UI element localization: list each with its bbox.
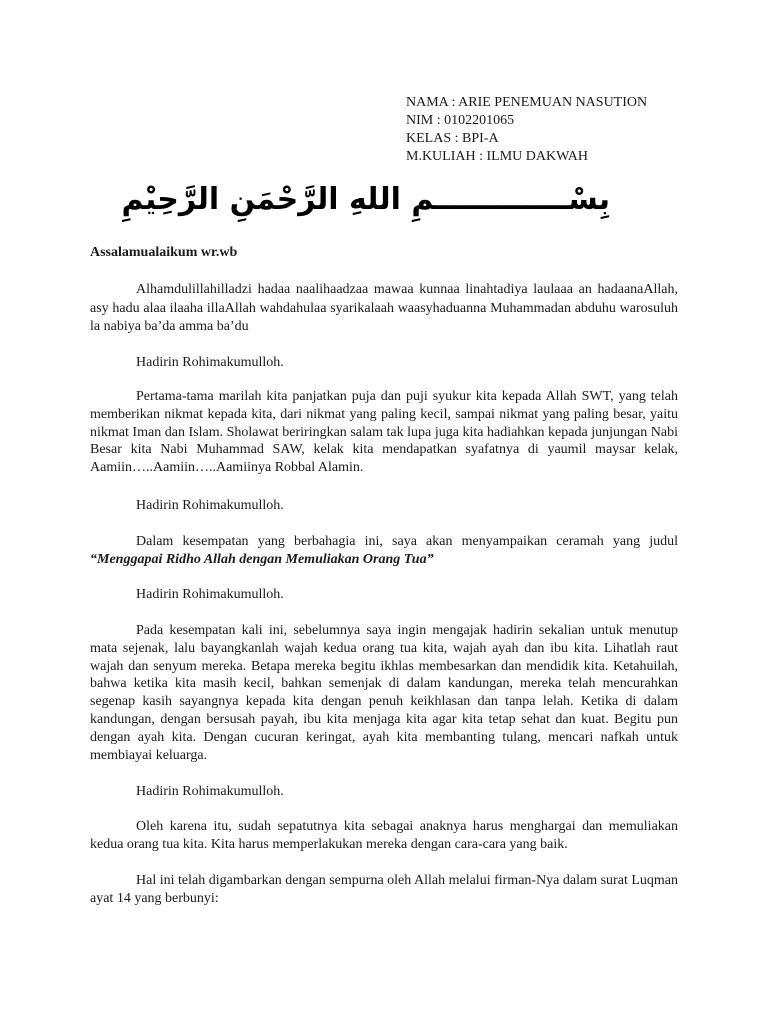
student-class: KELAS : BPI-A bbox=[406, 131, 499, 146]
hadirin-line-3: Hadirin Rohimakumulloh. bbox=[136, 587, 284, 602]
open-quote: “ bbox=[90, 551, 97, 567]
paragraph-title-prefix: Dalam kesempatan yang berbahagia ini, saya akan menyampaikan ceramah yang judul bbox=[136, 534, 678, 549]
opening-paragraph: Alhamdulillahilladzi hadaa naalihaadzaa mawaa kunnaa linahtadiya laulaaa an hadaanaAllah, asy hadu alaa ilaaha illaAllah wahdahulaa syarikalaah waasyhaduanna Muhammadan abduhu warosuluh la nabiya ba’da amma ba’du bbox=[90, 282, 678, 334]
hadirin-line-4: Hadirin Rohimakumulloh. bbox=[136, 784, 284, 799]
close-quote: ” bbox=[426, 551, 434, 567]
speech-title: Menggapai Ridho Allah dengan Memuliakan Orang Tua bbox=[97, 551, 427, 567]
student-nim: NIM : 0102201065 bbox=[406, 113, 515, 128]
paragraph-parents: Pada kesempatan kali ini, sebelumnya saya ingin mengajak hadirin sekalian untuk menutup mata sejenak, lalu bayangkanlah wajah kedua orang tua kita, wajah ayah dan ibu kita. Lihatlah raut wajah dan senyum mereka. Betapa mereka begitu ikhlas membesarkan dan mendidik kita. Ketahuilah, bahwa ketika kita masih kecil, bahkan semenjak di dalam kandungan, mereka telah mencurahkan segenap kasih sayangnya kepada kita dengan penuh keikhlasan dan tanpa lelah. Ketika di dalam kandungan, dengan bersusah payah, ibu kita menjaga kita agar kita tetap sehat dan kuat. Begitu pun dengan ayah kita. Dengan cucuran keringat, ayah kita membanting tulang, mencari nafkah untuk membiayai keluarga. bbox=[90, 623, 678, 763]
basmala-calligraphy: بِسْـــــــــــــمِ اللهِ الرَّحْمَنِ الرَّحِيْمِ bbox=[121, 182, 610, 217]
greeting: Assalamualaikum wr.wb bbox=[90, 245, 238, 260]
hadirin-line-1: Hadirin Rohimakumulloh. bbox=[136, 355, 284, 370]
paragraph-respect: Oleh karena itu, sudah sepatutnya kita sebagai anaknya harus menghargai dan memuliakan kedua orang tua kita. Kita harus memperlakukan mereka dengan cara-cara yang baik. bbox=[90, 819, 678, 852]
course-name: M.KULIAH : ILMU DAKWAH bbox=[406, 149, 588, 164]
student-name: NAMA : ARIE PENEMUAN NASUTION bbox=[406, 95, 648, 110]
identity-header bbox=[406, 94, 647, 166]
hadirin-line-2: Hadirin Rohimakumulloh. bbox=[136, 498, 284, 513]
paragraph-praise: Pertama-tama marilah kita panjatkan puja dan puji syukur kita kepada Allah SWT, yang telah memberikan nikmat kepada kita, dari nikmat yang paling kecil, sampai nikmat yang paling besar, yaitu nikmat Iman dan Islam. Sholawat beriringkan salam tak lupa juga kita hadiahkan kepada junjungan Nabi Besar kita Nabi Muhammad SAW, kelak kita mendapatkan syafatnya di yaumil maysar kelak, Aamiin…..Aamiin…..Aamiinya Robbal Alamin. bbox=[90, 389, 678, 476]
paragraph-title-intro bbox=[90, 533, 678, 569]
paragraph-luqman: Hal ini telah digambarkan dengan sempurna oleh Allah melalui firman-Nya dalam surat Luqman ayat 14 yang berbunyi: bbox=[90, 873, 678, 906]
